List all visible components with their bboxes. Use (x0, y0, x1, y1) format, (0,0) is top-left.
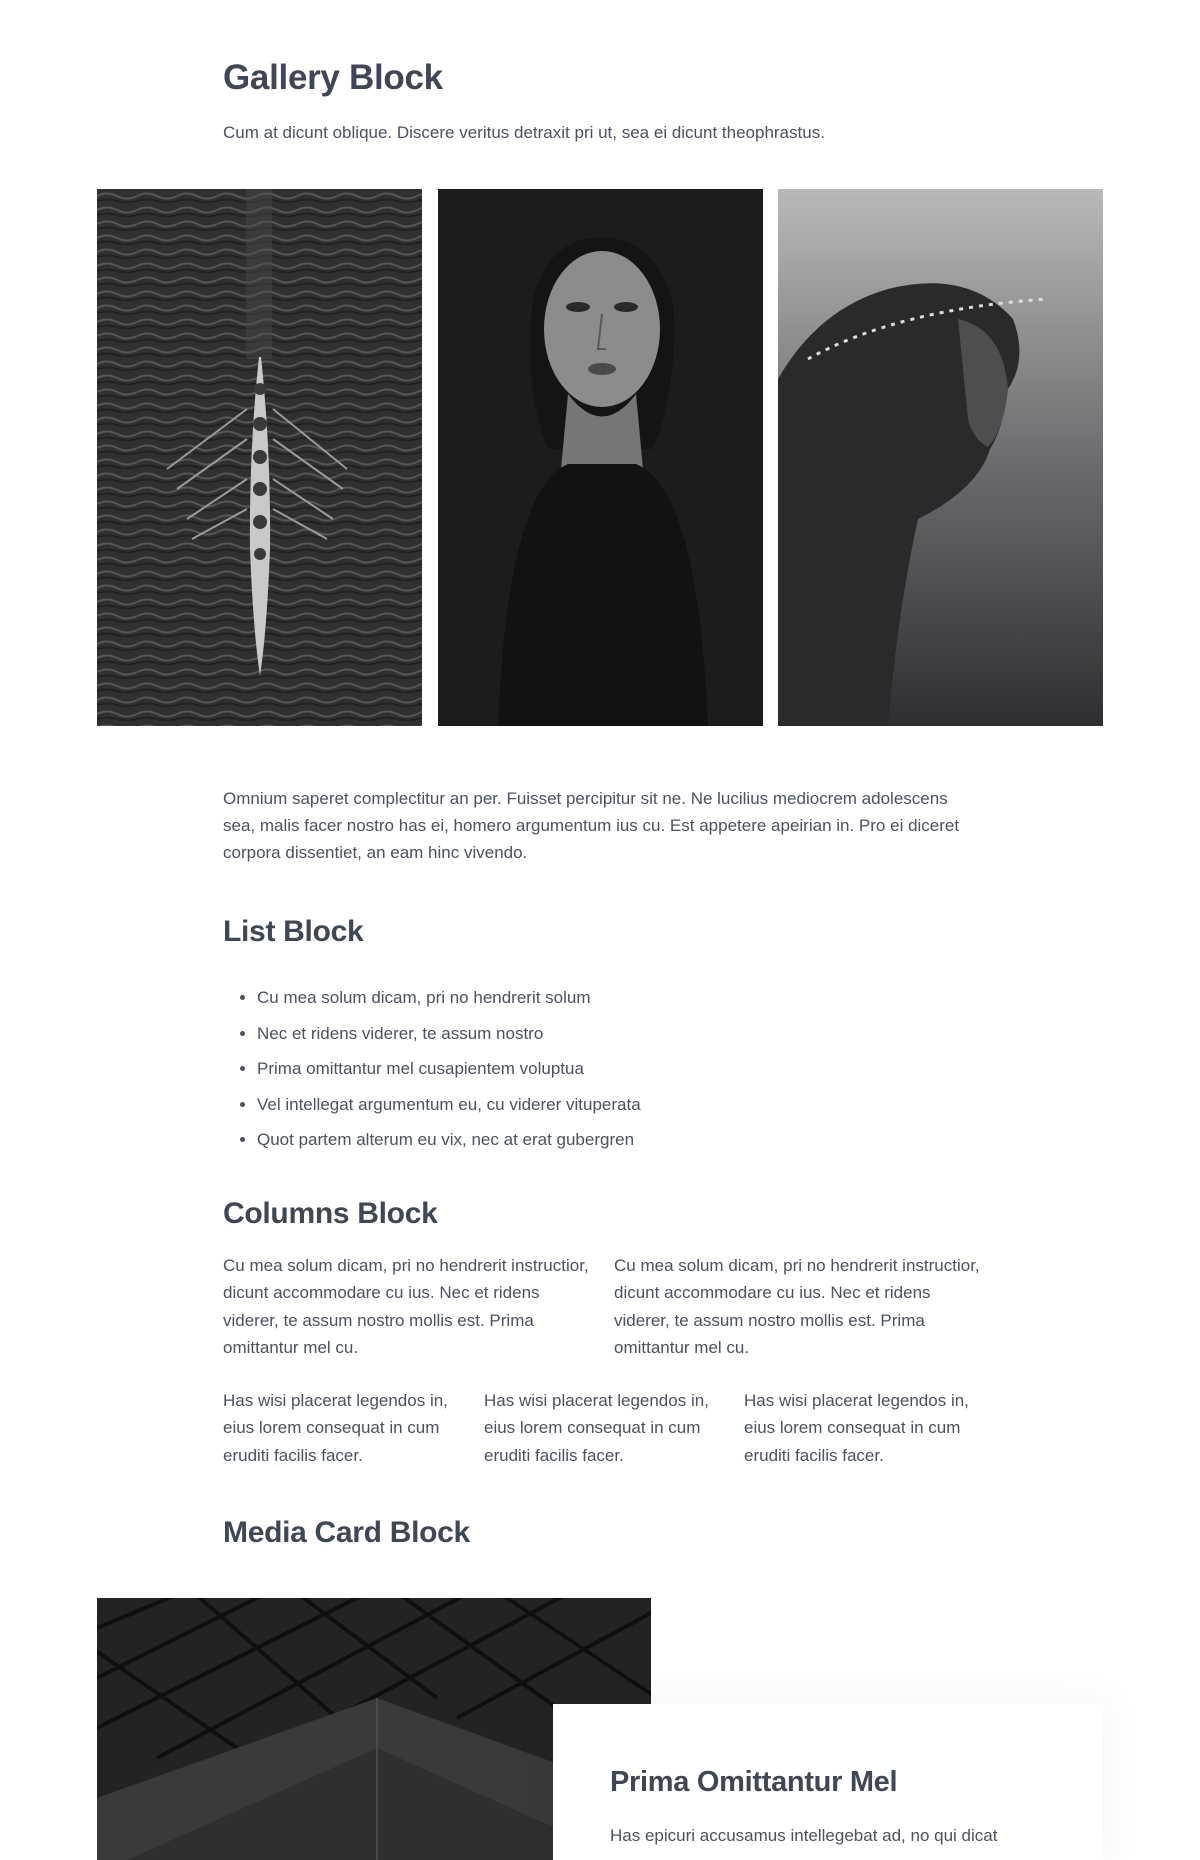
column-text: Has wisi placerat legendos in, eius lorem consequat in cum eruditi facilis facer. (484, 1391, 709, 1465)
list-item: • Quot partem alterum eu vix, nec at erat gubergren (257, 1122, 641, 1158)
column-text: Has wisi placerat legendos in, eius lorem consequat in cum eruditi facilis facer. (223, 1391, 448, 1465)
column-text: Cu mea solum dicam, pri no hendrerit instructior, dicunt accommodare cu ius. Nec et ridens viderer, te assum nostro mollis est. Prima omittantur mel cu. (614, 1256, 980, 1357)
media-heading: Media Card Block (223, 1516, 470, 1549)
list-item: • Cu mea solum dicam, pri no hendrerit solum (257, 980, 641, 1016)
rowing-boat-image[interactable] (97, 189, 422, 726)
gallery (97, 189, 1103, 726)
column-text: Has wisi placerat legendos in, eius lorem consequat in cum eruditi facilis facer. (744, 1391, 969, 1465)
card-body: Has epicuri accusamus intellegebat ad, no qui dicat (610, 1826, 998, 1845)
gallery-heading: Gallery Block (223, 58, 443, 97)
portrait-woman-image[interactable] (438, 189, 763, 726)
media-card[interactable] (553, 1704, 1103, 1860)
gallery-intro: Cum at dicunt oblique. Discere veritus detraxit pri ut, sea ei dicunt theophrastus. (223, 123, 825, 142)
list-item: • Nec et ridens viderer, te assum nostro (257, 1016, 641, 1052)
body-paragraph: Omnium saperet complectitur an per. Fuisset percipitur sit ne. Ne lucilius mediocrem adolescens sea, malis facer nostro has ei, homero argumentum ius cu. Est appetere apeirian in. Pro ei diceret corpora dissentiet, an eam hinc vivendo. (223, 789, 960, 862)
bullet-list (223, 980, 641, 1158)
list-item: • Vel intellegat argumentum eu, cu viderer vituperata (257, 1087, 641, 1123)
girl-flower-crown-image[interactable] (778, 189, 1103, 726)
columns-heading: Columns Block (223, 1197, 438, 1230)
list-item: • Prima omittantur mel cusapientem voluptua (257, 1051, 641, 1087)
card-title: Prima Omittantur Mel (610, 1766, 898, 1798)
column-text: Cu mea solum dicam, pri no hendrerit instructior, dicunt accommodare cu ius. Nec et ridens viderer, te assum nostro mollis est. Prima omittantur mel cu. (223, 1256, 589, 1357)
list-heading: List Block (223, 915, 364, 948)
